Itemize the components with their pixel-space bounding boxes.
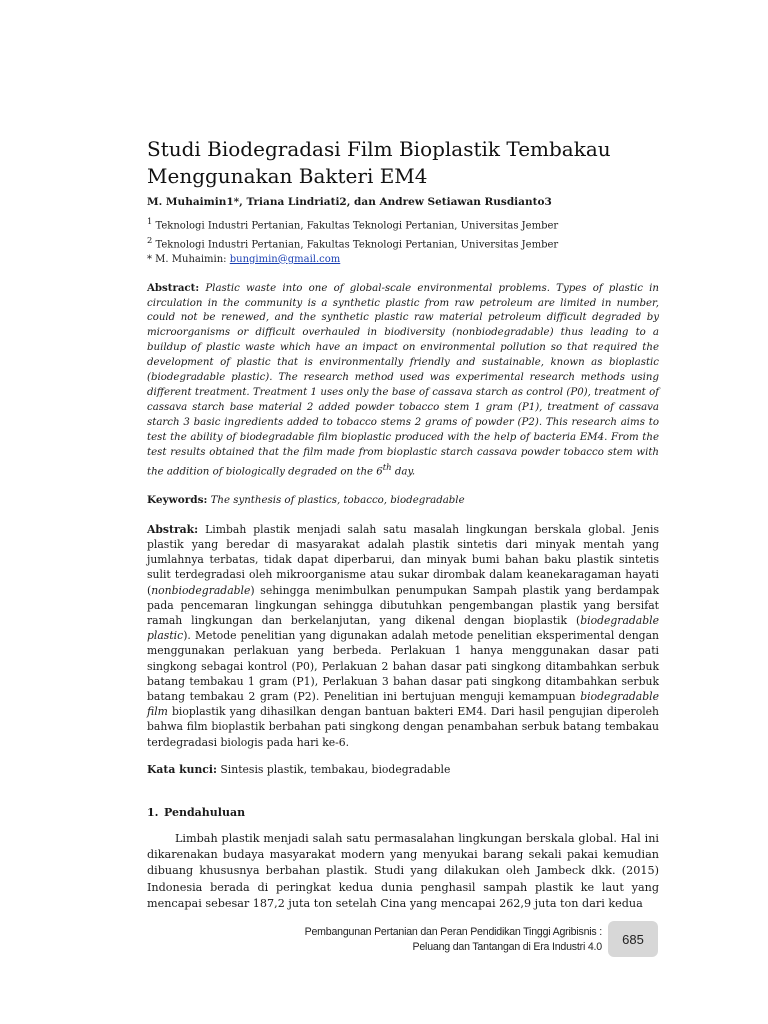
keywords-label: Keywords: [147,493,208,506]
page-number-badge: 685 [608,921,658,957]
abstract-indonesian [147,522,659,750]
page-footer [280,921,660,957]
kata-kunci-label: Kata kunci: [147,762,217,776]
kata-kunci [147,763,659,776]
aff-mark-1: 1 [147,216,153,226]
abstrak-text-4: bioplastik yang dihasilkan dengan bantuan bakteri EM4. Dari hasil pengujian diperoleh bahwa film bioplastik berbahan pati singkong dengan penambahan serbuk batang tembakau terdegradasi biologis pada hari ke-6. [147,705,659,749]
abstrak-text-2: ) sehingga menimbulkan penumpukan Sampah plastik yang berdampak pada pencemaran lingkungan sehingga dibutuhkan pengembangan plastik yang bersifat ramah lingkungan dan berkelanjutan, yang dikenal dengan bioplastik ( [147,583,659,628]
abstrak-italic-2: biodegradable plastic [147,614,659,643]
abstract-en-end: day. [391,465,416,477]
section-number: 1. [147,805,159,819]
paper-page [147,136,659,912]
section-title: Pendahuluan [164,805,246,819]
abstrak-italic-1: nonbiodegradable [151,583,251,597]
keywords-text: The synthesis of plastics, tobacco, biodegradable [207,494,465,506]
abstrak-label: Abstrak: [147,522,199,536]
paper-title [147,136,659,190]
keywords [147,494,659,506]
section-heading [147,806,659,819]
affiliations [147,214,659,267]
affiliation-2-text: Teknologi Industri Pertanian, Fakultas Teknologi Pertanian, Universitas Jember [155,239,559,251]
abstract-en-sup: th [382,462,392,473]
abstract-english [147,281,659,480]
title-line-1: Studi Biodegradasi Film Bioplastik Tembakau [147,137,611,161]
footer-line-1: Pembangunan Pertanian dan Peran Pendidikan Tinggi Agribisnis : [304,926,602,938]
author-list: M. Muhaimin1*, Triana Lindriati2, dan Andrew Setiawan Rusdianto3 [147,196,552,208]
title-line-2: Menggunakan Bakteri EM4 [147,164,428,188]
abstrak-text-1: Limbah plastik menjadi salah satu masalah lingkungan berskala global. Jenis plastik yang beredar di masyarakat adalah plastik sintetis dari minyak mentah yang jumlahnya terbatas, tidak dapat diperbarui, dan minyak bumi bahan baku plastik sintetis sulit terdegradasi oleh mikroorganisme atau sukar dirombak dalam keanekaragaman hayati ( [147,522,659,597]
affiliation-1-text: Teknologi Industri Pertanian, Fakultas Teknologi Pertanian, Universitas Jember [155,220,559,232]
affiliation-2 [147,233,659,252]
abstrak-text-3: ). Metode penelitian yang digunakan adalah metode penelitian eksperimental dengan menggunakan perlakuan yang berbeda. Perlakuan 1 hanya menggunakan dasar pati singkong sebagai kontrol (P0), Perlakuan 2 bahan dasar pati singkong ditambahkan serbuk batang tembakau 1 gram (P1), Perlakuan 3 bahan dasar pati singkong ditambahkan serbuk batang tembakau 2 gram (P2). Penelitian ini bertujuan menguji kemampuan [147,629,659,704]
abstract-en-text: Plastic waste into one of global-scale environmental problems. Types of plastic in circulation in the community is a synthetic plastic from raw petroleum are limited in number, could not be renewed, and the synthetic plastic raw material petroleum difficult degraded by microorganisms or difficult overhauled in biodiversity (nonbiodegradable) thus leading to a buildup of plastic waste which have an impact on environmental pollution so that required the development of plastic that is environmentally friendly and sustainable, known as bioplastic (biodegradable plastic). The research method used was experimental research methods using different treatment. Treatment 1 uses only the base of cassava starch as control (P0), treatment of cassava starch base material 2 added powder tobacco stem 1 gram (P1), treatment of cassava starch 3 basic ingredients added to tobacco stems 2 grams of powder (P2). This research aims to test the ability of biodegradable film bioplastic produced with the help of bacteria EM4. From the test results obtained that the film made from bioplastic starch cassava powder tobacco stem with the addition of biologically degraded on the 6 [147,282,659,477]
corresponding-email-link[interactable]: bungimin@gmail.com [229,253,341,265]
footer-text [305,925,602,955]
corresponding-label: * M. Muhaimin: [147,253,230,265]
corresponding-author [147,253,659,267]
aff-mark-2: 2 [147,235,153,246]
affiliation-1 [147,214,659,233]
intro-paragraph: Limbah plastik menjadi salah satu permasalahan lingkungan berskala global. Hal ini dikarenakan budaya masyarakat modern yang menyukai barang sekali pakai kemudian dibuang khususnya berbahan plastik. Studi yang dilakukan oleh Jambeck dkk. (2015) Indonesia berada di peringkat kedua dunia penghasil sampah plastik ke laut yang mencapai sebesar 187,2 juta ton setelah Cina yang mencapai 262,9 juta ton dari kedua [147,831,659,911]
kata-kunci-text: Sintesis plastik, tembakau, biodegradable [216,762,451,776]
footer-line-2: Peluang dan Tantangan di Era Industri 4.0 [412,941,602,953]
abstract-en-label: Abstract: [147,281,200,294]
abstrak-italic-3: biodegradable film [147,690,659,719]
